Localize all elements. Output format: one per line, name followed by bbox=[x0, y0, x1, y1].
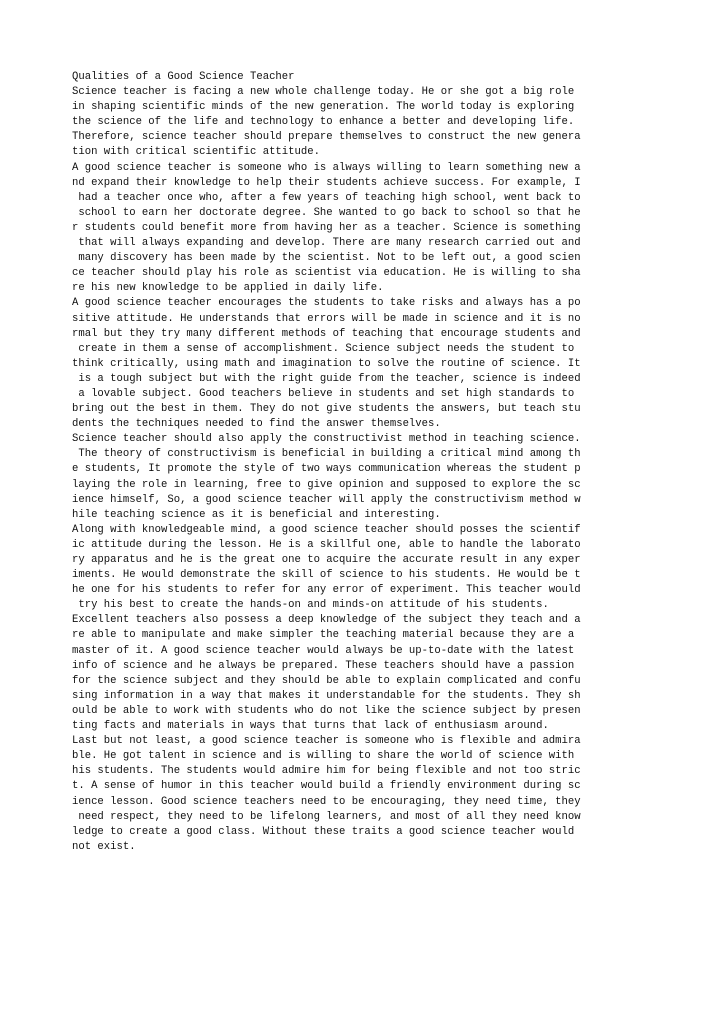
text-line: ould be able to work with students who do not like the science subject by presen bbox=[72, 704, 581, 717]
text-line: A good science teacher is someone who is always willing to learn something new a bbox=[72, 161, 581, 174]
text-line: Last but not least, a good science teacher is someone who is flexible and admira bbox=[72, 735, 581, 748]
text-line: not exist. bbox=[72, 840, 136, 853]
text-line: hile teaching science as it is beneficial and interesting. bbox=[72, 508, 441, 521]
text-line: Excellent teachers also possess a deep knowledge of the subject they teach and a bbox=[72, 614, 581, 627]
text-line: e students, It promote the style of two ways communication whereas the student p bbox=[72, 463, 581, 476]
document-title: Qualities of a Good Science Teacher bbox=[72, 71, 295, 83]
text-line: ience lesson. Good science teachers need to be encouraging, they need time, they bbox=[72, 795, 581, 808]
text-line: info of science and he always be prepared. These teachers should have a passion bbox=[72, 659, 575, 672]
text-line: bring out the best in them. They do not give students the answers, but teach stu bbox=[72, 403, 581, 416]
text-line: ledge to create a good class. Without these traits a good science teacher would bbox=[72, 825, 575, 838]
text-line: ting facts and materials in ways that turns that lack of enthusiasm around. bbox=[72, 720, 549, 733]
text-line: dents the techniques needed to find the answer themselves. bbox=[72, 418, 441, 431]
text-line: school to earn her doctorate degree. She wanted to go back to school so that he bbox=[72, 206, 581, 219]
text-line: ce teacher should play his role as scientist via education. He is willing to sha bbox=[72, 267, 581, 280]
text-line: ble. He got talent in science and is willing to share the world of science with bbox=[72, 750, 575, 763]
text-line: a lovable subject. Good teachers believe in students and set high standards to bbox=[72, 387, 575, 400]
text-line: master of it. A good science teacher would always be up-to-date with the latest bbox=[72, 644, 575, 657]
text-line: is a tough subject but with the right guide from the teacher, science is indeed bbox=[72, 372, 581, 385]
text-line: A good science teacher encourages the students to take risks and always has a po bbox=[72, 297, 581, 310]
text-line: Therefore, science teacher should prepare themselves to construct the new genera bbox=[72, 131, 581, 144]
text-line: Science teacher should also apply the constructivist method in teaching science. bbox=[72, 433, 581, 446]
text-line: Along with knowledgeable mind, a good science teacher should posses the scientif bbox=[72, 523, 581, 536]
text-line: re his new knowledge to be applied in daily life. bbox=[72, 282, 384, 295]
text-line: re able to manipulate and make simpler the teaching material because they are a bbox=[72, 629, 575, 642]
text-line: his students. The students would admire him for being flexible and not too stric bbox=[72, 765, 581, 778]
text-line: think critically, using math and imagination to solve the routine of science. It bbox=[72, 357, 581, 370]
text-line: try his best to create the hands-on and minds-on attitude of his students. bbox=[72, 599, 549, 612]
text-line: he one for his students to refer for any error of experiment. This teacher would bbox=[72, 584, 581, 597]
text-line: that will always expanding and develop. There are many research carried out and bbox=[72, 237, 581, 250]
text-line: had a teacher once who, after a few years of teaching high school, went back to bbox=[72, 191, 581, 204]
text-line: ience himself, So, a good science teacher will apply the constructivism method w bbox=[72, 493, 581, 506]
text-line: Science teacher is facing a new whole challenge today. He or she got a big role bbox=[72, 86, 575, 99]
text-line: ic attitude during the lesson. He is a skillful one, able to handle the laborato bbox=[72, 538, 581, 551]
text-line: many discovery has been made by the scientist. Not to be left out, a good scien bbox=[72, 252, 581, 265]
text-line: rmal but they try many different methods of teaching that encourage students and bbox=[72, 327, 581, 340]
text-line: for the science subject and they should be able to explain complicated and confu bbox=[72, 674, 581, 687]
text-line: iments. He would demonstrate the skill of science to his students. He would be t bbox=[72, 569, 581, 582]
text-line: sing information in a way that makes it understandable for the students. They sh bbox=[72, 689, 581, 702]
text-line: need respect, they need to be lifelong learners, and most of all they need know bbox=[72, 810, 581, 823]
text-line: tion with critical scientific attitude. bbox=[72, 146, 320, 159]
text-line: in shaping scientific minds of the new generation. The world today is exploring bbox=[72, 101, 575, 114]
text-line: nd expand their knowledge to help their students achieve success. For example, I bbox=[72, 176, 581, 189]
text-line: The theory of constructivism is beneficial in building a critical mind among th bbox=[72, 448, 581, 461]
document-body bbox=[72, 70, 652, 855]
text-line: laying the role in learning, free to give opinion and supposed to explore the sc bbox=[72, 478, 581, 491]
text-line: the science of the life and technology to enhance a better and developing life. bbox=[72, 116, 575, 129]
text-line: r students could benefit more from having her as a teacher. Science is something bbox=[72, 221, 581, 234]
text-line: create in them a sense of accomplishment. Science subject needs the student to bbox=[72, 342, 575, 355]
text-line: ry apparatus and he is the great one to acquire the accurate result in any exper bbox=[72, 554, 581, 566]
text-line: sitive attitude. He understands that errors will be made in science and it is no bbox=[72, 312, 581, 325]
text-line: t. A sense of humor in this teacher would build a friendly environment during sc bbox=[72, 780, 581, 793]
